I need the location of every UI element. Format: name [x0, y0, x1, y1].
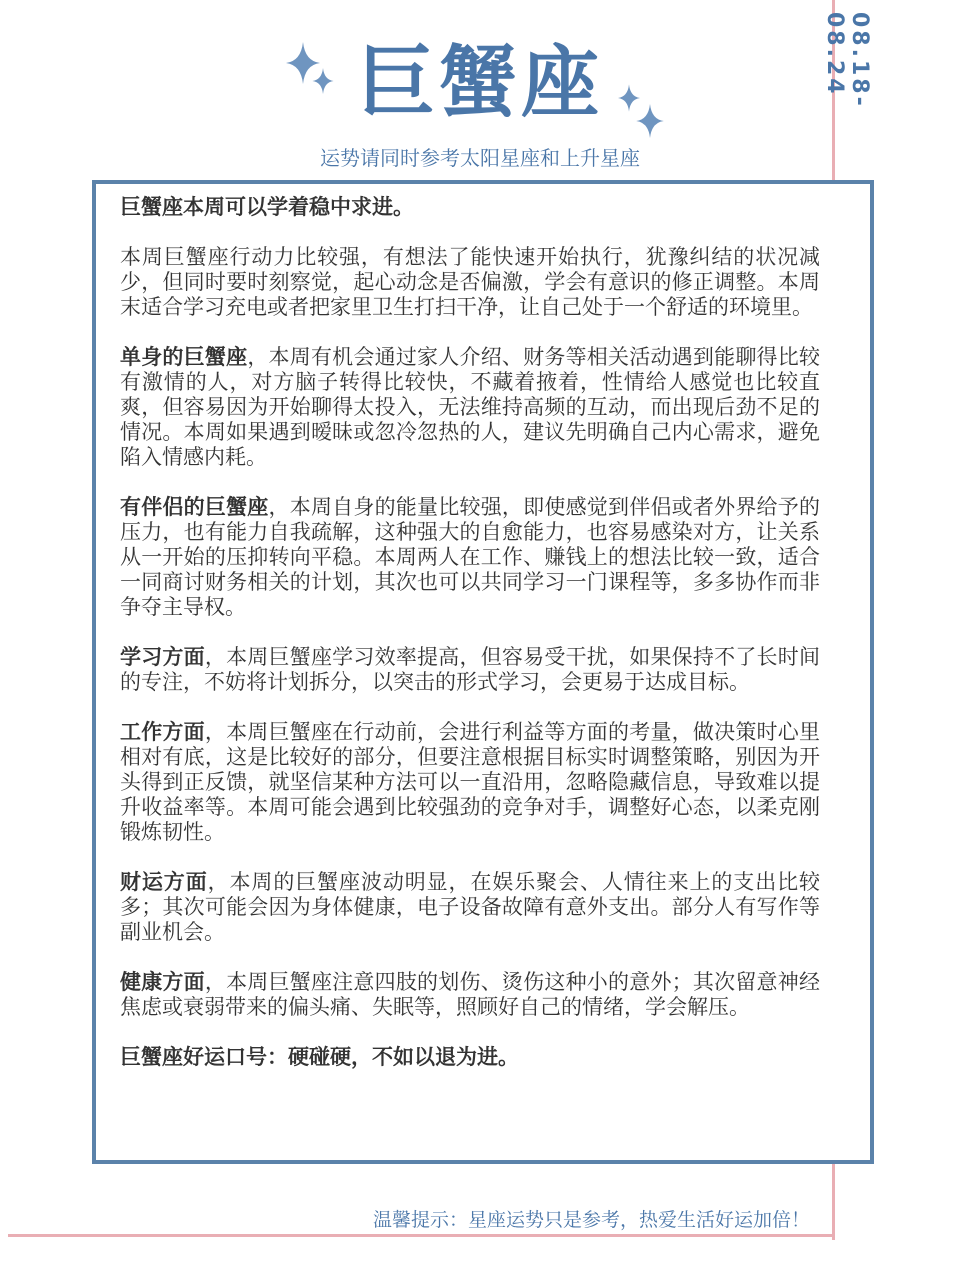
horoscope-content [120, 195, 820, 1095]
section-text: ，本周巨蟹座在行动前，会进行利益等方面的考量，做决策时心里相对有底，这是比较好的部分，但要注意根据目标实时调整策略，别因为开头得到正反馈，就坚信某种方法可以一直沿用，忽略隐藏信息，导致难以提升收益率等。本周可能会遇到比较强劲的竞争对手，调整好心态，以柔克刚锻炼韧性。 [120, 720, 820, 844]
footer-tip: 温馨提示：星座运势只是参考，热爱生活好运加倍！ [372, 1209, 810, 1231]
section-health [120, 970, 820, 1020]
section-label: 财运方面 [120, 870, 208, 894]
section-partnered [120, 495, 820, 620]
section-study [120, 645, 820, 695]
section-label: 工作方面 [120, 720, 205, 744]
section-label: 健康方面 [120, 970, 205, 994]
section-label: 学习方面 [120, 645, 205, 669]
section-text: ，本周自身的能量比较强，即使感觉到伴侣或者外界给予的压力，也有能力自我疏解，这种强大的自愈能力，也容易感染对方，让关系从一开始的压抑转向平稳。本周两人在工作、赚钱上的想法比较一致，适合一同商讨财务相关的计划，其次也可以共同学习一门课程等，多多协作而非争夺主导权。 [120, 495, 820, 619]
date-range: 08.18-08.24 [822, 12, 872, 109]
page-title: 巨蟹座 [356, 38, 603, 128]
section-label: 有伴侣的巨蟹座 [120, 495, 269, 519]
section-text: ，本周有机会通过家人介绍、财务等相关活动遇到能聊得比较有激情的人，对方脑子转得比较快，不藏着掖着，性情给人感觉也比较直爽，但容易因为开始聊得太投入，无法维持高频的互动，而出现后劲不足的情况。本周如果遇到暧昧或忽冷忽热的人，建议先明确自己内心需求，避免陷入情感内耗。 [120, 345, 820, 469]
section-work [120, 720, 820, 845]
intro-text: 巨蟹座本周可以学着稳中求进。 [120, 195, 414, 219]
section-single [120, 345, 820, 470]
section-wealth [120, 870, 820, 945]
section-text: ，本周的巨蟹座波动明显，在娱乐聚会、人情往来上的支出比较多；其次可能会因为身体健康，电子设备故障有意外支出。部分人有写作等副业机会。 [120, 870, 821, 944]
overview-paragraph: 本周巨蟹座行动力比较强，有想法了能快速开始执行，犹豫纠结的状况减少，但同时要时刻察觉，起心动念是否偏激，学会有意识的修正调整。本周末适合学习充电或者把家里卫生打扫干净，让自己处于一个舒适的环境里。 [120, 245, 820, 319]
page-subtitle: 运势请同时参考太阳星座和上升星座 [320, 146, 640, 170]
pink-horizontal-line [8, 1234, 834, 1237]
slogan-paragraph [120, 1045, 820, 1070]
section-text: ，本周巨蟹座学习效率提高，但容易受干扰，如果保持不了长时间的专注，不妨将计划拆分，以突击的形式学习，会更易于达成目标。 [120, 645, 820, 694]
slogan-text: 巨蟹座好运口号：硬碰硬，不如以退为进。 [120, 1045, 519, 1069]
section-text: ，本周巨蟹座注意四肢的划伤、烫伤这种小的意外；其次留意神经焦虑或衰弱带来的偏头痛、失眠等，照顾好自己的情绪，学会解压。 [120, 970, 820, 1019]
section-label: 单身的巨蟹座 [120, 345, 248, 369]
intro-paragraph [120, 195, 820, 220]
